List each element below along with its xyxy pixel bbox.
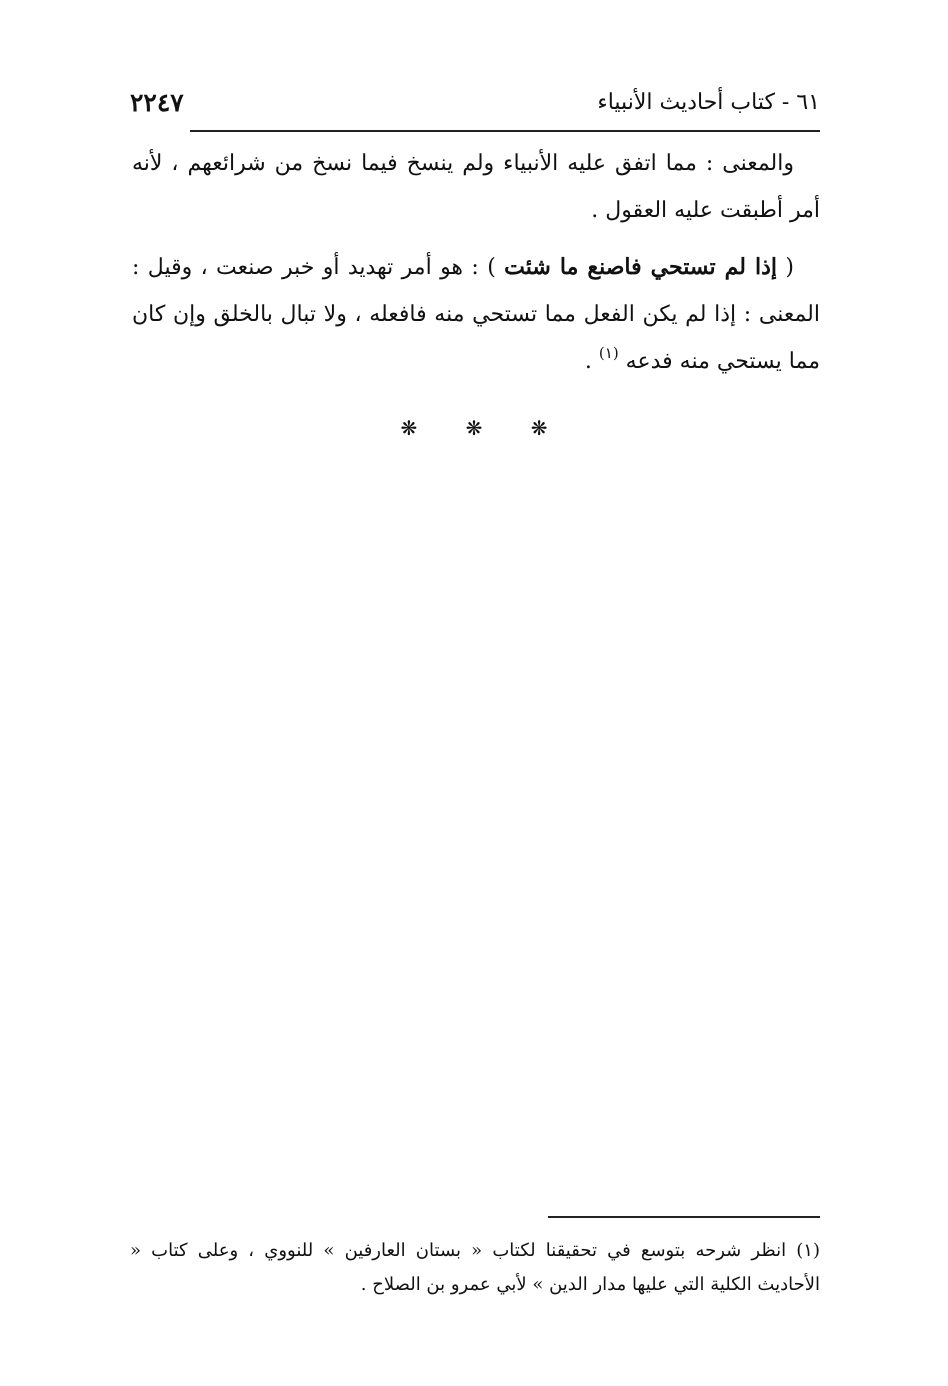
footnotes — [130, 1234, 820, 1302]
paragraph-2 — [132, 244, 820, 385]
footnote-reference: (١) — [598, 344, 619, 362]
hadith-phrase: إذا لم تستحي فاصنع ما شئت — [504, 254, 778, 280]
paragraph-2-end: . — [584, 349, 592, 374]
header-rule — [190, 130, 820, 132]
footnote-1: (١) انظر شرحه بتوسع في تحقيقنا لكتاب « بستان العارفين » للنووي ، وعلى كتاب « الأحاديث الكلية التي عليها مدار الدين » لأبي عمرو بن الصلاح . — [130, 1240, 820, 1295]
page-number: ٢٢٤٧ — [130, 88, 184, 117]
section-separator: ❋ ❋ ❋ — [400, 416, 548, 440]
body-text — [132, 140, 820, 385]
paragraph-1 — [132, 140, 820, 234]
open-paren: ( — [785, 255, 795, 280]
footnote-rule — [548, 1216, 820, 1218]
paragraph-1-text: والمعنى : مما اتفق عليه الأنبياء ولم ينسخ فيما نسخ من شرائعهم ، لأنه أمر أطبقت عليه العقول . — [132, 151, 820, 223]
paragraph-2-text: ) : هو أمر تهديد أو خبر صنعت ، وقيل : المعنى : إذا لم يكن الفعل مما تستحي منه فافعله ، ولا تبال بالخلق وإن كان مما يستحي منه فدعه — [132, 255, 820, 374]
running-head: ٦١ - كتاب أحاديث الأنبياء — [597, 90, 820, 115]
